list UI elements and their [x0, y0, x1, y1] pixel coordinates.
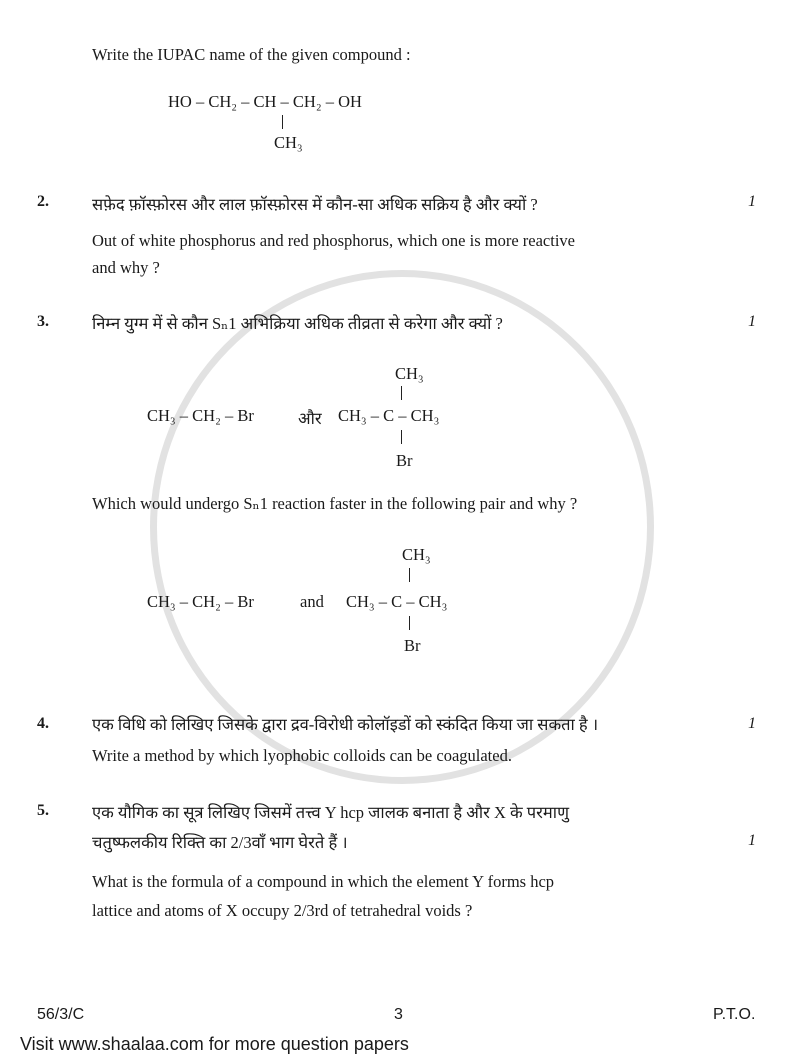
q3-number: 3.	[37, 313, 49, 330]
bond-line	[409, 616, 410, 630]
watermark-circle	[150, 270, 654, 784]
q3-english-bottom: Br	[404, 636, 421, 655]
q2-hindi: सफ़ेद फ़ॉस्फ़ोरस और लाल फ़ॉस्फ़ोरस में कौन-सा अधिक सक्रिय है और क्यों ?	[92, 195, 538, 214]
q3-english-top: CH₃	[402, 545, 431, 564]
footer-visit-link[interactable]: Visit www.shaalaa.com for more question papers	[20, 1034, 409, 1054]
q3-english-right: CH₃ – C – CH₃	[346, 592, 448, 611]
q4-hindi: एक विधि को लिखिए जिसके द्वारा द्रव-विरोधी कोलॉइडों को स्कंदित किया जा सकता है ।	[92, 715, 599, 734]
q3-marks: 1	[748, 313, 756, 330]
q5-number: 5.	[37, 802, 49, 819]
q1-text: Write the IUPAC name of the given compound :	[92, 45, 411, 64]
q5-hindi-2: चतुष्फलकीय रिक्ति का 2/3वाँ भाग घेरते हैं ।	[92, 833, 348, 852]
bond-line	[409, 568, 410, 582]
q5-english-2: lattice and atoms of X occupy 2/3rd of tetrahedral voids ?	[92, 901, 473, 920]
q3-hindi-bottom: Br	[396, 451, 413, 470]
q3-english-left: CH₃ – CH₂ – Br	[147, 592, 254, 611]
bond-line	[282, 115, 283, 129]
q2-number: 2.	[37, 193, 49, 210]
q3-english: Which would undergo Sₙ1 reaction faster in the following pair and why ?	[92, 494, 578, 513]
footer-page: 3	[394, 1006, 403, 1023]
q1-formula: HO – CH₂ – CH – CH₂ – OH	[168, 92, 362, 111]
q3-hindi-top: CH₃	[395, 364, 424, 383]
q3-hindi-left: CH₃ – CH₂ – Br	[147, 406, 254, 425]
q2-english-1: Out of white phosphorus and red phosphorus, which one is more reactive	[92, 231, 575, 250]
q3-english-conj: and	[300, 592, 324, 611]
q5-english-1: What is the formula of a compound in which the element Y forms hcp	[92, 872, 555, 891]
bond-line	[401, 430, 402, 444]
q3-hindi: निम्न युग्म में से कौन Sₙ1 अभिक्रिया अधिक तीव्रता से करेगा और क्यों ?	[92, 314, 503, 333]
q2-english-2: and why ?	[92, 258, 160, 277]
q4-number: 4.	[37, 715, 49, 732]
q1-branch: CH₃	[274, 133, 303, 152]
q3-hindi-right: CH₃ – C – CH₃	[338, 406, 440, 425]
footer-pto: P.T.O.	[713, 1006, 756, 1023]
q4-marks: 1	[748, 715, 756, 732]
bond-line	[401, 386, 402, 400]
q5-hindi-1: एक यौगिक का सूत्र लिखिए जिसमें तत्त्व Y hcp जालक बनाता है और X के परमाणु	[92, 803, 569, 822]
q2-marks: 1	[748, 193, 756, 210]
q4-english: Write a method by which lyophobic colloids can be coagulated.	[92, 746, 512, 765]
q5-marks: 1	[748, 832, 756, 849]
q3-hindi-conj: और	[298, 409, 322, 428]
footer-code: 56/3/C	[37, 1006, 85, 1023]
